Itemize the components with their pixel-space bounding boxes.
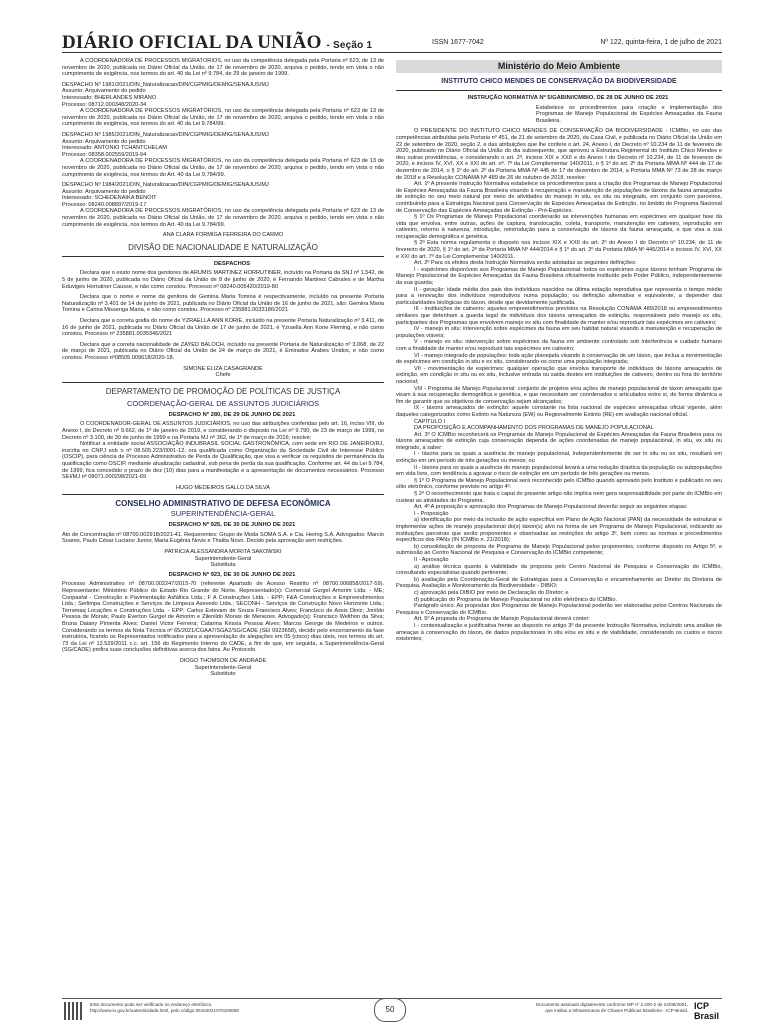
page-header xyxy=(62,30,722,53)
paragraph: VI - manejo integrado de populações: toda ação planejada visando à conservação de um táxon, que inclua a movimentação de espécimes em condição in situ e ex situ, considerando-os como uma população integrada; xyxy=(396,352,722,366)
signature-role: Superintendente-Geral xyxy=(194,664,252,671)
chapter-title: DA PROPOSIÇÃO E ACOMPANHAMENTO DOS PROGRAMAS DE MANEJO POPULACIONAL xyxy=(414,425,654,432)
paragraph: V - manejo ex situ: intervenção sobre espécimes da fauna em ambiente controlado sob interferência e cuidado humano com a finalidade de manter e/ou reproduzir tais espécimes em cativeiro; xyxy=(396,339,722,352)
despachos-heading: DESPACHOS xyxy=(213,260,251,267)
paragraph: Art. 4º A proposição e aprovação dos Programas de Manejo Populacional deverão seguir as seguintes etapas: xyxy=(414,504,688,511)
paragraph: II - Aprovação xyxy=(414,556,449,563)
paragraph: I - contextualização e justificativa frente ao disposto no artigo 3º da presente Instrução Normativa, incluindo uma análise de ameaças à conservação do táxon, de dados populacionais in situ e/ou ex situ e de viabilidade, considerando os custos e riscos existentes; xyxy=(396,622,722,643)
verification-link[interactable]: http://www.in.gov.br/autenticidade.html, pelo código 05152021070100050 xyxy=(90,1008,240,1013)
divider xyxy=(62,494,384,495)
interested: Interessado: BHERLANDES MIRANO xyxy=(62,94,157,101)
issn-label: ISSN 1677-7042 xyxy=(432,39,484,46)
subject: Assunto: Arquivamento do pedido xyxy=(62,88,146,95)
right-column xyxy=(396,58,722,1000)
paragraph: Processo Administrativo nº 08700.002247/2015-70 (referente Apartado de Acesso Restrito nº 08700.006858/2017-59). Representante: Ministério Público do Estado Rio Grande do Norte. Representado(s): Comercial Gurgel Amorim Ltda. - ME; Conpasfal - Construção e Pavimentação Asfáltica Ltda.; F A Construções Ltda. - EPP; F&A Construções e Empreendimentos Ltda.; Serlimpa Construções e Serviços de Limpeza Azevedo Ltda.; SECONH - Serviços de Construção Novo Horizonte Ltda.; Terramaq Locações e Construções Ltda. - EPP; Carlos Estevam de Souza Francisco Alves; Francisco de Assis Diniz; Jonildo Pessoa de Morais; Paulo Everton Gurgel de Amorim e Zilenildo Morais de Menezes. Advogado(s): Francisco Welthon da Silva; Bruna Daiany Pimenta Alves; Daniel Victor Ferreira; Catarina Késsia Pessoa Alves; Marcos George de Medeiros e outros. Considerando os termos da Nota Técnica nº 65/2021/CGAA7/SGA2/SG/CADE (SEI 0923658), decido pelo encerramento da fase instrutória, ficando os Representados notificados para a apresentação de alegações em 05 (cinco) dias úteis, nos termos do art. 73 da Lei nº 12.529/2011 c.c. art. 156 do Regimento Interno do CADE, a fim de que, em seguida, a Superintendência-Geral (SG/CADE) profira suas conclusões definitivas acerca dos fatos. Ao Protocolo. xyxy=(62,581,384,654)
paragraph: Art. 3º O ICMBio reconhecerá os Programas de Manejo Populacional de Espécies Ameaçadas da Fauna Brasileira para os táxons ameaçados de extinção cuja conservação dependa de ações coordenadas de manejo populacional, in situ, ex situ ou integrado, a saber: xyxy=(396,431,722,451)
process: Processo: 08240.008897/2019-17 xyxy=(62,201,147,208)
paragraph: Notificar a entidade social ASSOCIAÇÃO INDUBRASIL SOCIAL GASTRONÔMICA, com sede em RIO DE JANEIRO/RJ, inscrita no CNPJ sob o nº 08.505.223/0001-12, ora qualificada como Organização da Sociedade Civil de Interesse Público (OSCIP), para ciência de Processo Administrativo de Perda de Qualificação, que visa a verificar os requisitos de permanência da qualificação como OSCIP, mediante atualização cadastral, sob pena de perda da sua qualificação. Conforme art. 44 da Lei 9.784, de 1999, fica concedido o prazo de dez (10) dias para a manifestação e a apresentação de documentos necessários. Processo SEI/MJ nº 08071.000298/2021-69 xyxy=(62,441,384,481)
paragraph: A COORDENADORA DE PROCESSOS MIGRATÓRIOS, no uso da competência delegada pela Portaria nº 623 de 13 de novembro de 2020, publicada no Diário Oficial da União, de 17 de novembro de 2020, arquiva o pedido, tendo em vista o não cumprimento de exigência, nos termos do art. 40 da Lei 9.784/99. xyxy=(62,108,384,128)
paragraph: a) análise técnica quanto à viabilidade da proposta pelo Centro Nacional de Pesquisa e Conservação do ICMBio, consultando especialistas quando pertinente; xyxy=(396,563,722,577)
paragraph: § 2º Esta norma regulamenta o disposto nos incisos XIX e XXII do art. 2º do Anexo I do Decreto nº 10.234, de 11 de fevereiro de 2020, § 1º do art. 2º da Portaria MMA Nº 444/2014 e § 1º do art. 2º da Portaria MMA Nº 445/2014 e incisos IV, XVI, XX e XXI do art. 7º da Lei Complementar 140/2011. xyxy=(396,240,722,260)
paragraph: VIII - Programa de Manejo Populacional: conjunto de projetos e/ou ações de manejo populacional de táxon ameaçado que visam à sua recuperação demográfica e genética, e que necessitam ser coordenados e articulados entre si, de forma dinâmica a fim de garantir que os objetivos de conservação sejam alcançados; xyxy=(396,385,722,405)
paragraph: II - táxons para os quais a ausência do manejo populacional levará a uma redução drástica da população ou subpopulações em vida livre, com tendência a agravar o risco de extinção em um período de três gerações ou menos. xyxy=(396,464,722,478)
paragraph: Art. 2º Para os efeitos desta Instrução Normativa serão adotadas as seguintes definições: xyxy=(414,260,637,267)
paragraph: Declara que o nome e nome da genitora de Gemina Maria Tomina é respectivamente, incluído na presente Portaria Naturalização nº 3.401 de 14 de junho de 2021, publicada no Diário Oficial da União de 16 de junho de 2021, são: Gemina Maria Tomina e Carina Missenga Maria, e não como constou. Processo nº 235881.0033186/2021 xyxy=(62,294,384,314)
paragraph: VII - movimentação de espécimes: qualquer operação que envolva transporte de indivíduos de táxons ameaçados de extinção, em condição in situ ou ex situ, inclusive entrada ou saída destes em instituições de cativeiro, dentro ou fora do território nacional; xyxy=(396,365,722,385)
verification-note xyxy=(90,1002,239,1014)
signature: HUGO MEDEIROS GALLO DA SILVA xyxy=(176,484,270,491)
section-heading: DEPARTAMENTO DE PROMOÇÃO DE POLÍTICAS DE JUSTIÇA xyxy=(105,386,341,396)
divider xyxy=(396,90,722,91)
paragraph: I - espécimes disponíveis aos Programas de Manejo Populacional: todos os espécimes cujos táxons tenham Programa de Manejo Populacional de Espécies Ameaçadas da Fauna Brasileira oficialmente instituído pelo Poder Público, independentemente da sua guarda; xyxy=(396,266,722,287)
paragraph: I - táxons para os quais a ausência de manejo populacional, independentemente de ser in situ ou ex situ, resultará em extinção em um período de três gerações ou menos; ou xyxy=(396,451,722,465)
institute-heading: INSTITUTO CHICO MENDES DE CONSERVAÇÃO DA BIODIVERSIDADE xyxy=(441,78,677,85)
paragraph: Declara que a correta grafia do nome de YZRAELLA ANN KORIE, incluído na presente Portaria Naturalização nº 3.411, de 16 de junho de 2021, publicada no Diário Oficial da União de 17 de junho de 2021, é Yzraella Ann Korie Fleming, e não como constou. Processo nº 235881.0035346/2021 xyxy=(62,318,384,338)
page-number: 50 xyxy=(374,998,406,1022)
paragraph: O COORDENADOR-GERAL DE ASSUNTOS JUDICIÁRIOS, no uso das atribuições conferidas pelo art. 16, inciso VIII, do Anexo I, do Decreto nº 9.662, de 1º de janeiro de 2019, e considerando o disposto na Lei nº 9.790, de 23 de março de 1999, no Decreto nº 3.100, de 30 de junho de 1999 e na Portaria MJ nº 362, de 1º de março de 2016; resolve: xyxy=(62,421,384,441)
verification-line: Este documento pode ser verificado no endereço eletrônico xyxy=(90,1002,212,1007)
paragraph: Parágrafo único. As propostas dos Programas de Manejo Populacional poderão ser elaboradas pelos Centros Nacionais de Pesquisa e Conservação do ICMBio. xyxy=(396,603,722,616)
signature-role: Substituto xyxy=(210,671,236,678)
interested: Interessado: SCHEDENAIKA BENOIT xyxy=(62,195,157,202)
despacho-number: DESPACHO Nº 1981/2021/DIN_Naturalizacao/DIN/CGPMIG/DEMIG/SENAJUS/MJ xyxy=(62,81,269,88)
signature: SIMONE ELIZA CASAGRANDE xyxy=(183,365,263,372)
section-heading: CONSELHO ADMINISTRATIVO DE DEFESA ECONÔMICA xyxy=(115,499,331,509)
signature: PATRICIA ALESSANDRA MORITA SAKOWSKI xyxy=(164,549,282,556)
normative-title: INSTRUÇÃO NORMATIVA Nº 5/GABIN/ICMBIO, DE 28 DE JUNHO DE 2021 xyxy=(467,95,669,101)
paragraph: b) avaliação pela Coordenação-Geral de Estratégias para a Conservação e encaminhamento ao Diretor da Diretoria de Pesquisa, Avaliação e Monitoramento da Biodiversidade - DIBIO; xyxy=(396,576,722,590)
paragraph: A COORDENADORA DE PROCESSOS MIGRATÓRIOS, no uso da competência delegada pela Portaria nº 623, de 13 de novembro de 2020, publicada no Diário Oficial da União, de 17 de novembro de 2020, arquiva o pedido, tendo em vista o não cumprimento de exigência, nos termos do art. 40 da Lei nº 9.784, de 29 de janeiro de 1999. xyxy=(62,58,384,78)
ementa: Estabelece os procedimentos para criação e implementação dos Programas de Manejo Populacional de Espécies Ameaçadas da Fauna Brasileira. xyxy=(536,104,722,124)
paragraph: Declara que o exato nome dos genitores de ARUMIS MARTINEZ HORRUTINER, incluído na Portaria da SNJ nº 1.542, de 5 de junho de 2020, publicada no Diário Oficial da União de 8 de junho de 2020, é Fernando Martinez Cabrales e de Martha Eduviges Horrutiner Causse, e não como constou. Processo nº 08240.005420/2019-80 xyxy=(62,270,384,290)
signature-role: Superintendente-Geral xyxy=(194,555,252,562)
qr-code-icon xyxy=(64,1002,82,1020)
paragraph: O PRESIDENTE DO INSTITUTO CHICO MENDES DE CONSERVAÇÃO DA BIODIVERSIDADE - ICMBio, no uso das competências atribuídas pela Portaria nº 451, de 21 de setembro de 2020, da Casa Civil, e publicada no Diário Oficial da União em 22 de setembro de 2020, seção 2, e das atribuições que lhe confere o art. 24, Anexo I, do Decreto nº 10.234 de 11 de fevereiro de 2020, publicado no Diário Oficial da União do dia subsequente, que aprovou a Estrutura Regimental do Instituto Chico Mendes e deu outras providências, e considerando o art. 2º, incisos XIX e XXII e do Anexo I do Decreto nº 10.234, de 11 de fevereiro de 2020, e incisos IV, XVI, XX e XXI do art. nº. 7º da Lei Complementar 140/2011, o § 1º do art. 2º da Portaria MMA Nº 444 de 17 de dezembro de 2014, o § 1º do art. 2º da Portaria MMA Nº 445 de 17 de dezembro de 2014, a Portaria MMA Nº 73 de 28 de março de 2018 e a Resolução CONAMA Nº 489 de 26 de outubro de 2018, resolve: xyxy=(396,128,722,181)
subject: Assunto: Arquivamento do pedido xyxy=(62,138,146,145)
paragraph: II - geração: idade média dos pais dos indivíduos nascidos na última estação reprodutiva que representa o tempo médio para a renovação dos indivíduos reprodutivos numa população; ou definição alternativa e equivalente, a depender das particularidades biológicas do táxon, desde que devidamente justificada. xyxy=(396,286,722,306)
page-footer xyxy=(62,998,722,1021)
signature: ANA CLARA FORMIGA FERREIRA DO CARMO xyxy=(162,232,284,239)
signature: DIOGO THOMSON DE ANDRADE xyxy=(179,657,267,664)
despacho-number: DESPACHO Nº 1985/2021/DIN_Naturalizacao/DIN/CGPMIG/DEMIG/SENAJUS/MJ xyxy=(62,131,269,138)
paragraph: Art. 5º A proposta do Programa de Manejo Populacional deverá conter: xyxy=(414,616,590,623)
process: Processo: 08358.002559/2019-94 xyxy=(62,151,147,158)
paragraph: IX - táxons ameaçados de extinção: aquele constante na lista nacional de espécies ameaçadas oficial vigente, além daqueles categorizados como Extinto na Natureza (EW) ou Regionalmente Extinto (RE) em avaliação nacional oficial. xyxy=(396,405,722,418)
section-label: - Seção 1 xyxy=(326,40,373,51)
publication-name: DIÁRIO OFICIAL DA UNIÃO xyxy=(62,32,322,53)
paragraph: IV - manejo in situ: intervenção sobre espécimes da fauna em seu habitat natural visando à manutenção e recuperação de populações viáveis; xyxy=(396,326,722,339)
paragraph: I - Proposição xyxy=(414,510,449,517)
despacho-title: DESPACHO Nº 923, DE 30 DE JUNHO DE 2021 xyxy=(168,571,296,578)
icp-brasil-logo: ICP Brasil xyxy=(694,1001,720,1021)
publication-title xyxy=(62,32,372,54)
paragraph: § 1º Os Programas de Manejo Populacional coordenarão as intervenções humanas em espécimes em qualquer fase da vida que envolva, entre outras, ações de captura, translocação, coleta, transporte, manutenção em cativeiro, reprodução em cativeiro, retorno à natureza, introdução, reintrodução para a conservação de táxons da fauna ameaçada, e que visa a sua recuperação demográfica e genética. xyxy=(396,214,722,240)
despacho-title: DESPACHO Nº 925, DE 30 DE JUNHO DE 2021 xyxy=(168,522,296,529)
paragraph: Declara que a correta nacionalidade de ZAYED BALOCH, incluído na presente Portaria de Naturalização nº 3.068, de 22 de março de 2021, publicada no Diário Oficial da União de 24 de março de 2021, é Emirados Árabes Unidos, e não como constou. Processo nº08505.009618/2020-18. xyxy=(62,341,384,361)
paragraph: d) publicação do Programa de Manejo Populacional no sítio eletrônico do ICMBio. xyxy=(414,596,618,603)
divider xyxy=(62,256,384,257)
left-column xyxy=(62,58,384,1000)
paragraph: § 1º O Programa de Manejo Populacional será reconhecido pelo ICMBio quando aprovado pelo Instituto e publicado no seu sítio eletrônico, conforme previsto no artigo 4º. xyxy=(396,477,722,491)
signature-line: que institui a Infraestrutura de Chaves Públicas Brasileira - ICP-Brasil. xyxy=(545,1008,688,1013)
signature-role: Substituta xyxy=(210,562,236,569)
paragraph: c) aprovação pela DIBIO por meio de Declaração do Diretor; e xyxy=(414,589,569,596)
issue-label: Nº 122, quinta-feira, 1 de julho de 2021 xyxy=(600,39,722,46)
despacho-number: DESPACHO Nº 1984/2021/DIN_Naturalizacao/DIN/CGPMIG/DEMIG/SENAJUS/MJ xyxy=(62,182,269,189)
paragraph: a) identificação por meio da inclusão de ação específica em Plano de Ação Nacional (PAN) da necessidade de estruturar e implementar ações de manejo populacional do(s) táxon(s) alvo na forma de um Programa de Manejo Populacional, indicando as instituições parceiras que serão proponentes e observadas as restrições do artigo 3º, bem como as normas e procedimentos específicos dos PANs (IN ICMBio n. 21/2018); xyxy=(396,517,722,544)
paragraph: Art. 1º A presente Instrução Normativa estabelece os procedimentos para a criação dos Programas de Manejo Populacional de Espécies Ameaçadas da Fauna Brasileira visando à recuperação e manutenção de populações de táxons da fauna ameaçados de extinção no seu meio natural por meio de atividades do manejo in situ, ex situ ou integrado, em conjunto com parceiros, contribuindo para a Estratégia Nacional para Conservação de Espécies Ameaçadas de Extinção, no âmbito do Programa Nacional de Conservação das Espécies Ameaçadas de Extinção - Pró-Espécies. xyxy=(396,181,722,214)
ministry-heading: Ministério do Meio Ambiente xyxy=(396,60,722,73)
despacho-title: DESPACHO Nº 280, DE 29 DE JUNHO DE 2021 xyxy=(168,411,296,418)
chapter-number: CAPÍTULO I xyxy=(414,418,446,425)
subject: Assunto: Arquivamento do pedido xyxy=(62,188,146,195)
divider xyxy=(62,382,384,383)
paragraph: A COORDENADORA DE PROCESSOS MIGRATÓRIOS, no uso da competência delegada pela Portaria nº 623 de 13 de novembro de 2020, publicada no Diário Oficial da União, de 17 de novembro de 2020, arquiva o pedido, tendo em vista o não cumprimento de exigência, nos termos do Art. 40 da Lei 9.784/99. xyxy=(62,158,384,178)
paragraph: A COORDENADORA DE PROCESSOS MIGRATÓRIOS, no uso da competência delegada pela Portaria nº 623 de 13 de novembro de 2020, publicada no Diário Oficial da União, de 17 de novembro de 2020, arquiva o pedido, tendo em vista o não cumprimento de exigência, nos termos do Art. 40 da Lei 9.784/99. xyxy=(62,208,384,228)
section-subheading: COORDENAÇÃO-GERAL DE ASSUNTOS JUDICIÁRIOS xyxy=(126,398,320,408)
signature-note xyxy=(536,1002,688,1014)
interested: Interessado: ANTONIO TCHANTCHELAM xyxy=(62,145,167,152)
process: Processo: 08712.000348/2020-34 xyxy=(62,101,147,108)
section-subheading: SUPERINTENDÊNCIA-GERAL xyxy=(170,509,276,519)
signature-line: Documento assinado digitalmente conforme MP nº 2.200-2 de 24/08/2001, xyxy=(535,1002,688,1007)
paragraph: b) consolidação de proposta de Programa de Manejo Populacional pelos proponentes, conforme disposto no Artigo 5º, e submissão ao Centro Nacional de Pesquisa e Conservação do ICMBio competente; xyxy=(396,543,722,557)
paragraph: Ato de Concentração nº 08700.002918/2021-41. Requerentes: Grupo de Moda SOMA S.A. e Cia. Hering S.A. Advogados: Marcio Soares, Paulo César Luciano Junior, Maria Eugênia Novis e Thalita Novo. Decido pela aprovação sem restrições. xyxy=(62,531,384,545)
paragraph: III - instituições de cativeiro: aqueles empreendimentos previstos na Resolução CONAMA 489/2018 ou empreendimentos similares que detenham a guarda legal de indivíduos dos táxons ameaçados de extinção, responsáveis pelo manejo ex situ, participantes dos Programas que envolvem manejo ex situ com finalidade de manter e/ou reproduzir tais espécimes em cativeiro; xyxy=(396,306,722,326)
paragraph: § 2º O reconhecimento que trata o caput do presente artigo não implica nem gera responsabilidade por parte do ICMBio em custear as atividades do Programa. xyxy=(396,491,722,504)
signature-role: Chefe xyxy=(215,372,231,379)
section-heading: DIVISÃO DE NACIONALIDADE E NATURALIZAÇÃO xyxy=(128,242,318,252)
